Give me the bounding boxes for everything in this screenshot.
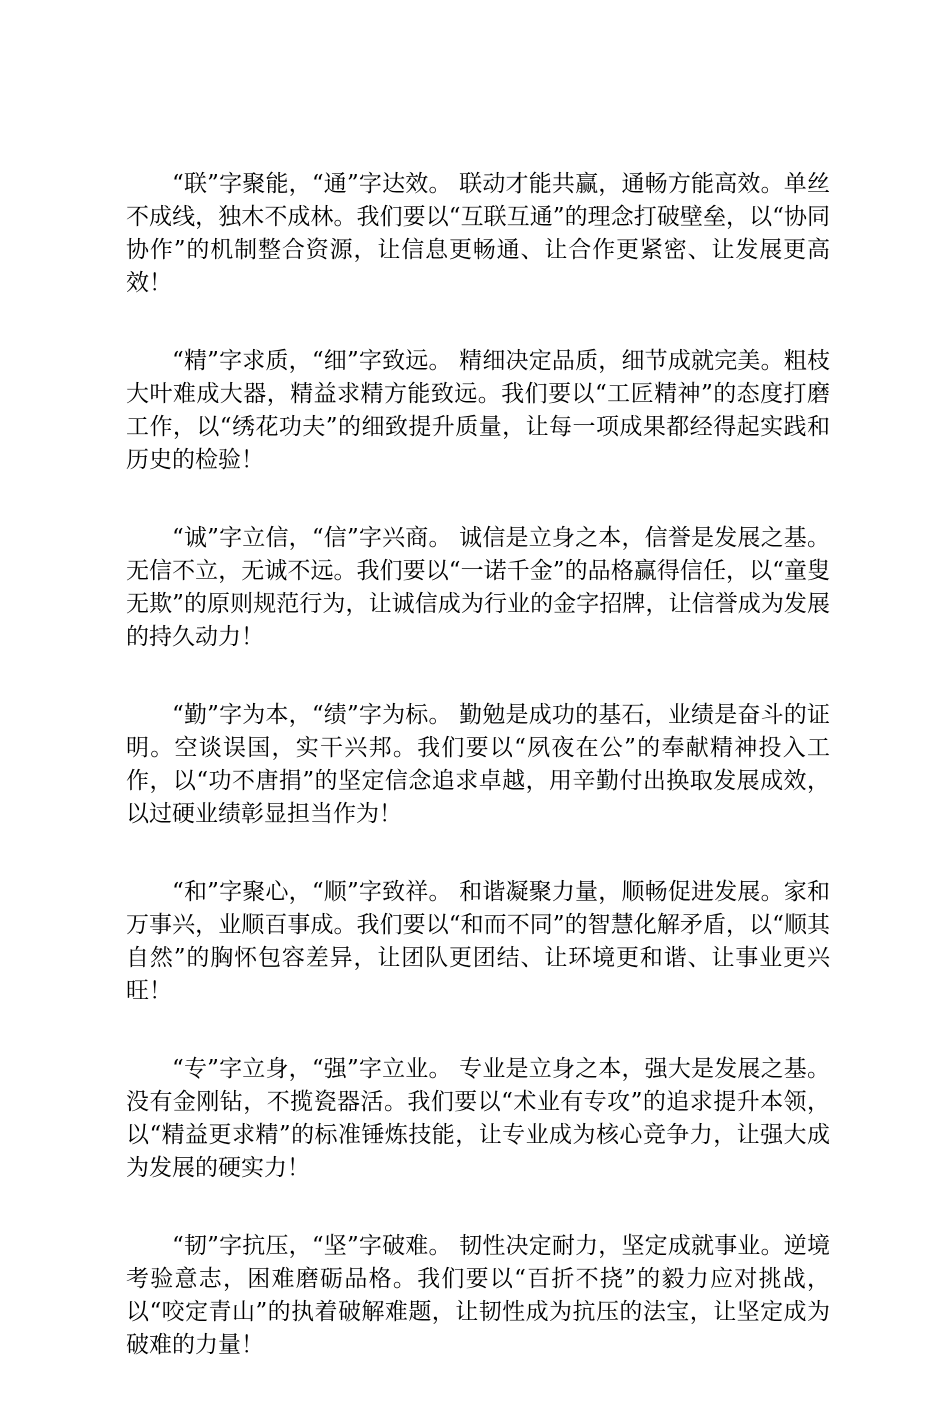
paragraph-cheng-xin: “诚”字立信，“信”字兴商。 诚信是立身之本，信誉是发展之基。无信不立，无诚不远。我们要以“一诺千金”的品格赢得信任，以“童叟无欺”的原则规范行为，让诚信成为行业的金字招牌，让信誉成为发展的持久动力！ (126, 525, 830, 650)
paragraph-qin-ji: “勤”字为本，“绩”字为标。 勤勉是成功的基石，业绩是奋斗的证明。空谈误国，实干兴邦。我们要以“夙夜在公”的奉献精神投入工作，以“功不唐捐”的坚定信念追求卓越，用辛勤付出换取发展成效，以过硬业绩彰显担当作为！ (126, 702, 830, 827)
paragraph-jing-xi: “精”字求质，“细”字致远。 精细决定品质，细节成就完美。粗枝大叶难成大器，精益求精方能致远。我们要以“工匠精神”的态度打磨工作，以“绣花功夫”的细致提升质量，让每一项成果都经得起实践和历史的检验！ (126, 348, 830, 473)
paragraph-he-shun: “和”字聚心，“顺”字致祥。 和谐凝聚力量，顺畅促进发展。家和万事兴，业顺百事成。我们要以“和而不同”的智慧化解矛盾，以“顺其自然”的胸怀包容差异，让团队更团结、让环境更和谐、让事业更兴旺！ (126, 879, 830, 1004)
document-body (126, 168, 830, 1407)
paragraph-lian-tong: “联”字聚能，“通”字达效。 联动才能共赢，通畅方能高效。单丝不成线，独木不成林。我们要以“互联互通”的理念打破壁垒，以“协同协作”的机制整合资源，让信息更畅通、让合作更紧密、让发展更高效！ (126, 171, 830, 296)
paragraph-ren-jian: “韧”字抗压，“坚”字破难。 韧性决定耐力，坚定成就事业。逆境考验意志，困难磨砺品格。我们要以“百折不挠”的毅力应对挑战，以“咬定青山”的执着破解难题，让韧性成为抗压的法宝，让坚定成为破难的力量！ (126, 1233, 830, 1358)
paragraph-zhuan-qiang: “专”字立身，“强”字立业。 专业是立身之本，强大是发展之基。没有金刚钻，不揽瓷器活。我们要以“术业有专攻”的追求提升本领，以“精益更求精”的标准锤炼技能，让专业成为核心竞争力，让强大成为发展的硬实力！ (126, 1056, 830, 1181)
